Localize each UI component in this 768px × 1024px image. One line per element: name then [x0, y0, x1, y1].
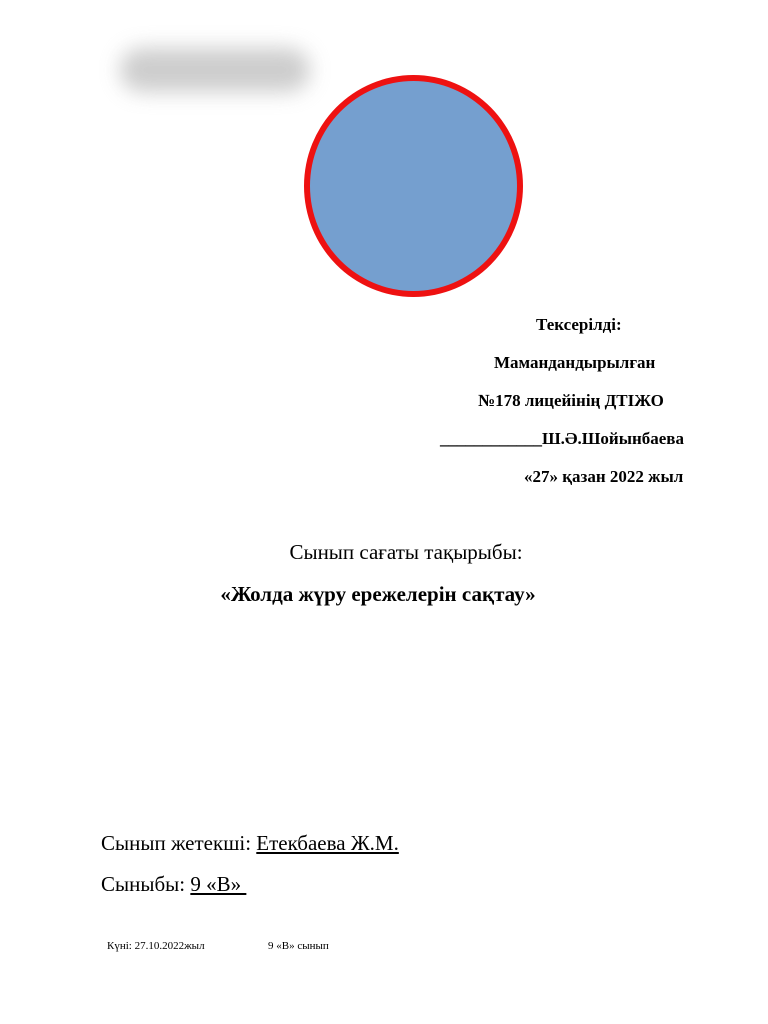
approval-date: «27» қазан 2022 жыл	[524, 467, 684, 486]
topic-title	[0, 582, 768, 607]
class-label: Сыныбы:	[101, 872, 191, 896]
class-line	[101, 872, 246, 897]
blurred-logo-image	[120, 48, 310, 92]
teacher-line	[101, 831, 399, 856]
class-value: 9 «В»	[190, 872, 247, 896]
topic-label-text: Сынып сағаты тақырыбы:	[289, 540, 523, 564]
approval-heading: Тексерілді:	[536, 315, 622, 334]
approval-signature-line: ____________Ш.Ә.Шойынбаева	[440, 429, 684, 448]
approval-specialized: Мамандандырылған	[494, 353, 656, 372]
footer-date: Күні: 27.10.2022жыл	[107, 940, 205, 952]
teacher-label: Сынып жетекші:	[101, 831, 257, 855]
footer-class: 9 «В» сынып	[268, 940, 329, 952]
approval-lyceum: №178 лицейінің ДТІЖО	[478, 391, 664, 410]
topic-label	[0, 540, 768, 565]
emblem-circle	[304, 75, 523, 297]
teacher-name: Етекбаева Ж.М.	[256, 831, 399, 855]
topic-title-text: «Жолда жүру ережелерін сақтау»	[220, 582, 536, 606]
